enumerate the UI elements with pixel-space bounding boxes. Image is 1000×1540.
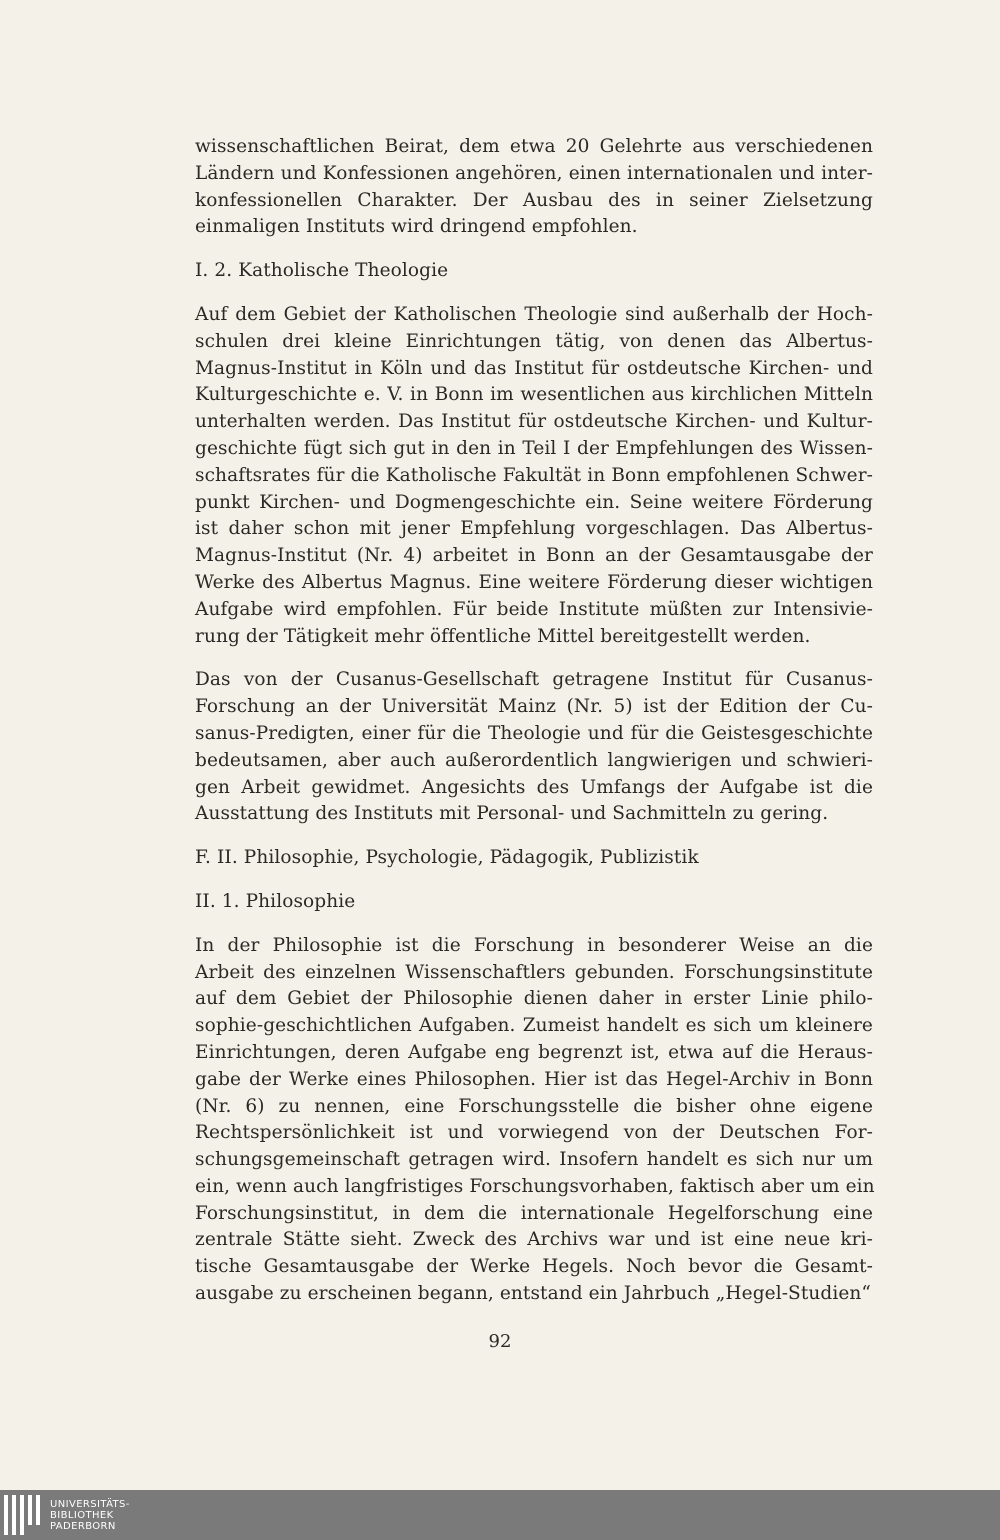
text-line: ein, wenn auch langfristiges Forschungsvorhaben, faktisch aber um ein	[195, 1175, 875, 1197]
text-line: punkt Kirchen- und Dogmengeschichte ein. Seine weitere Förderung	[195, 491, 873, 513]
text-line: Magnus-Institut in Köln und das Institut für ostdeutsche Kirchen- und	[195, 357, 873, 379]
text-line: wissenschaftlichen Beirat, dem etwa 20 Gelehrte aus verschiedenen	[195, 136, 873, 157]
text-line: (Nr. 6) zu nennen, eine Forschungsstelle die bisher ohne eigene	[195, 1095, 873, 1117]
text-line: Ausstattung des Instituts mit Personal- und Sachmitteln zu gering.	[195, 803, 829, 825]
text-line: Arbeit des einzelnen Wissenschaftlers gebunden. Forschungsinstitute	[195, 961, 873, 983]
text-line: unterhalten werden. Das Institut für ostdeutsche Kirchen- und Kultur-	[195, 411, 873, 433]
body-paragraph	[195, 933, 873, 1308]
library-footer-bar	[0, 1490, 1000, 1540]
text-line: einmaligen Instituts wird dringend empfohlen.	[195, 216, 638, 238]
page-number: 92	[488, 1331, 512, 1352]
text-line: zentrale Stätte sieht. Zweck des Archivs war und ist eine neue kri-	[195, 1229, 873, 1251]
text-line: geschichte fügt sich gut in den in Teil I der Empfehlungen des Wissen-	[195, 437, 873, 459]
text-line: ausgabe zu erscheinen begann, entstand ein Jahrbuch „Hegel-Studien“	[195, 1283, 871, 1305]
text-line: Einrichtungen, deren Aufgabe eng begrenzt ist, etwa auf die Heraus-	[195, 1041, 873, 1063]
text-line: sanus-Predigten, einer für die Theologie und für die Geistesgeschichte	[195, 722, 873, 744]
text-line: Werke des Albertus Magnus. Eine weitere Förderung dieser wichtigen	[195, 571, 873, 593]
section-heading: F. II. Philosophie, Psychologie, Pädagogik, Publizistik	[195, 847, 699, 869]
text-line: schulen drei kleine Einrichtungen tätig, von denen das Albertus-	[195, 330, 873, 352]
text-line: Aufgabe wird empfohlen. Für beide Institute müßten zur Intensivie-	[195, 598, 873, 620]
text-line: gabe der Werke eines Philosophen. Hier ist das Hegel-Archiv in Bonn	[195, 1068, 873, 1090]
body-paragraph	[195, 134, 873, 241]
library-bars-icon	[4, 1495, 40, 1535]
logo-line-3: PADERBORN	[50, 1520, 116, 1532]
text-line: In der Philosophie ist die Forschung in besonderer Weise an die	[195, 934, 873, 956]
logo-line-1: UNIVERSITÄTS-	[50, 1498, 130, 1510]
text-line: rung der Tätigkeit mehr öffentliche Mittel bereitgestellt werden.	[195, 625, 811, 647]
library-logo	[0, 1490, 130, 1540]
text-line: auf dem Gebiet der Philosophie dienen daher in erster Linie philo-	[195, 988, 873, 1010]
text-line: schungsgemeinschaft getragen wird. Insofern handelt es sich nur um	[195, 1149, 873, 1171]
body-paragraph	[195, 667, 873, 828]
logo-line-2: BIBLIOTHEK	[50, 1509, 114, 1521]
text-line: sophie-geschichtlichen Aufgaben. Zumeist handelt es sich um kleinere	[195, 1015, 873, 1037]
text-line: Kulturgeschichte e. V. in Bonn im wesentlichen aus kirchlichen Mitteln	[195, 384, 873, 406]
section-heading: I. 2. Katholische Theologie	[195, 260, 449, 282]
text-column	[195, 134, 873, 1325]
text-line: Ländern und Konfessionen angehören, einen internationalen und inter-	[195, 162, 873, 184]
text-line: bedeutsamen, aber auch außerordentlich langwierigen und schwieri-	[195, 749, 873, 771]
text-line: tische Gesamtausgabe der Werke Hegels. Noch bevor die Gesamt-	[195, 1256, 873, 1278]
text-line: schaftsrates für die Katholische Fakultät in Bonn empfohlenen Schwer-	[195, 464, 873, 486]
library-logo-text	[50, 1499, 130, 1532]
text-line: ist daher schon mit jener Empfehlung vorgeschlagen. Das Albertus-	[195, 518, 873, 540]
text-line: gen Arbeit gewidmet. Angesichts des Umfangs der Aufgabe ist die	[195, 776, 873, 798]
text-line: Auf dem Gebiet der Katholischen Theologie sind außerhalb der Hoch-	[195, 303, 873, 325]
text-line: Magnus-Institut (Nr. 4) arbeitet in Bonn an der Gesamtausgabe der	[195, 545, 873, 567]
body-paragraph	[195, 302, 873, 650]
section-heading: II. 1. Philosophie	[195, 890, 356, 912]
text-line: Forschungsinstitut, in dem die internationale Hegelforschung eine	[195, 1202, 873, 1224]
text-line: konfessionellen Charakter. Der Ausbau des in seiner Zielsetzung	[195, 189, 873, 211]
text-line: Das von der Cusanus-Gesellschaft getragene Institut für Cusanus-	[195, 669, 873, 691]
text-line: Rechtspersönlichkeit ist und vorwiegend von der Deutschen For-	[195, 1122, 873, 1144]
text-line: Forschung an der Universität Mainz (Nr. 5) ist der Edition der Cu-	[195, 696, 873, 718]
